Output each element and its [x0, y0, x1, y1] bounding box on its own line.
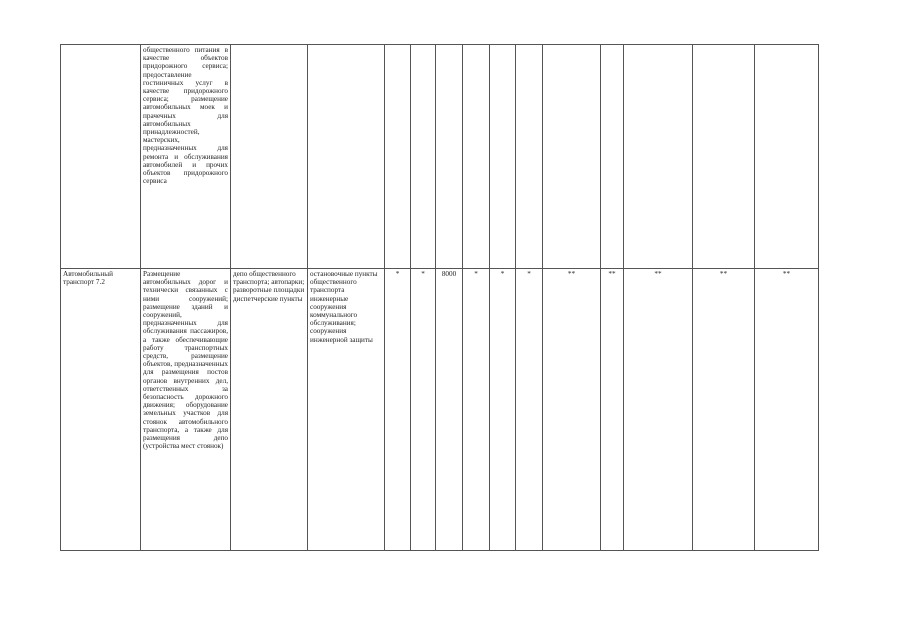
cell-param [436, 45, 463, 269]
cell-conditional-uses [231, 45, 308, 269]
cell-param [601, 45, 624, 269]
cell-param: * [385, 269, 411, 551]
cell-param: * [490, 269, 516, 551]
cell-auxiliary-uses: остановочные пункты общественного транспорта инженерные сооружения коммунального обслуживания; сооружения инженерной защиты [308, 269, 385, 551]
cell-auxiliary-uses [308, 45, 385, 269]
cell-param: * [411, 269, 436, 551]
cell-description: общественного питания в качестве объектов придорожного сервиса; предоставление гостиничных услуг в качестве придорожного сервиса; размещение автомобильных моек и прачечных для автомобильных принадлежностей, мастерских, предназначенных для ремонта и обслуживания автомобилей и прочих объектов придорожного сервиса [141, 45, 231, 269]
cell-param: ** [693, 269, 755, 551]
cell-param: ** [543, 269, 601, 551]
table-row [61, 269, 819, 551]
cell-param [385, 45, 411, 269]
cell-type-name: Автомобильный транспорт 7.2 [61, 269, 141, 551]
cell-param [624, 45, 693, 269]
cell-param [543, 45, 601, 269]
cell-param [755, 45, 819, 269]
cell-param: ** [624, 269, 693, 551]
cell-conditional-uses: депо общественного транспорта; автопарки; разворотные площадки диспетчерские пункты [231, 269, 308, 551]
cell-type-name [61, 45, 141, 269]
cell-param [693, 45, 755, 269]
cell-param: ** [601, 269, 624, 551]
cell-param [490, 45, 516, 269]
cell-param: ** [755, 269, 819, 551]
cell-param: * [463, 269, 490, 551]
cell-description: Размещение автомобильных дорог и технически связанных с ними сооружений; размещение зданий и сооружений, предназначенных для обслуживания пассажиров, а также обеспечивающие работу транспортных средств, размещение объектов, предназначенных для размещения постов органов внутренних дел, ответственных за безопасность дорожного движения; оборудование земельных участков для стоянок автомобильного транспорта, а также для размещения депо (устройства мест стоянок) [141, 269, 231, 551]
cell-param: * [516, 269, 543, 551]
cell-param: 8000 [436, 269, 463, 551]
table-row [61, 45, 819, 269]
cell-param [411, 45, 436, 269]
land-use-regulations-table [60, 44, 819, 551]
cell-param [516, 45, 543, 269]
cell-param [463, 45, 490, 269]
